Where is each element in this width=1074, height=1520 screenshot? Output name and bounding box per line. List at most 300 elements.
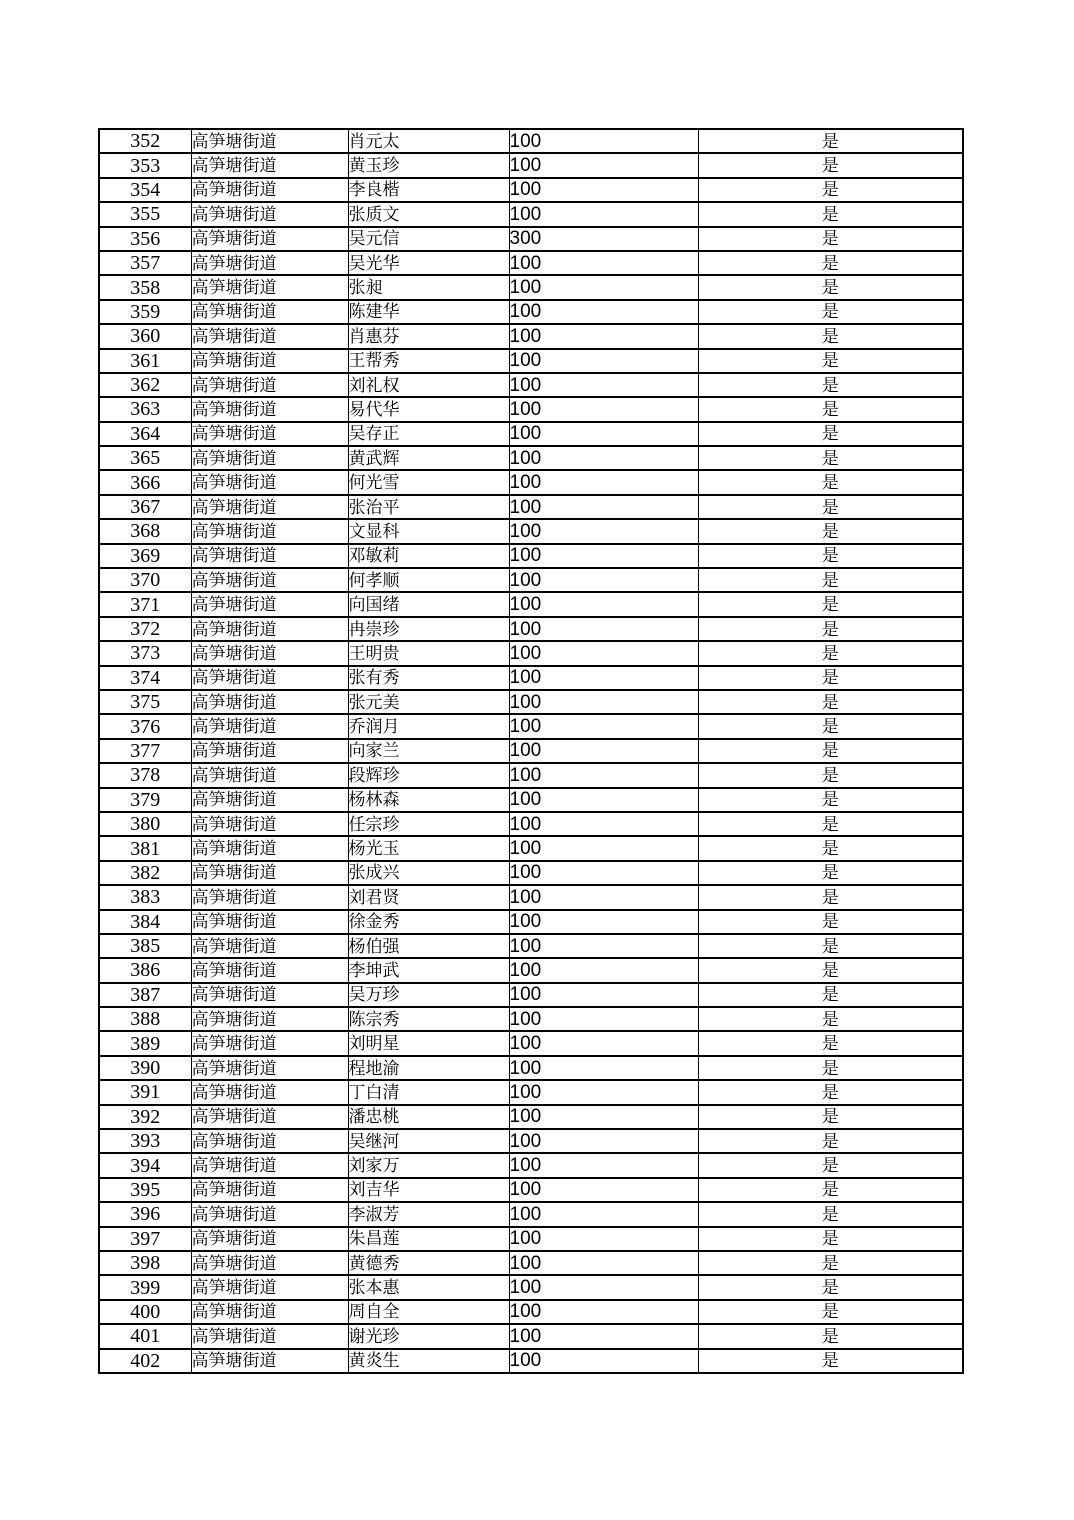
cell-person-name: 黄德秀 [348, 1251, 509, 1275]
table-row [99, 666, 963, 690]
cell-status: 是 [698, 739, 963, 763]
cell-district: 高笋塘街道 [191, 983, 348, 1007]
cell-district: 高笋塘街道 [191, 1251, 348, 1275]
cell-status: 是 [698, 592, 963, 616]
cell-district: 高笋塘街道 [191, 1275, 348, 1299]
cell-status: 是 [698, 1007, 963, 1031]
table-row [99, 1031, 963, 1055]
table-row [99, 349, 963, 373]
cell-status: 是 [698, 1105, 963, 1129]
cell-row-number: 390 [99, 1056, 191, 1080]
cell-amount: 100 [509, 861, 698, 885]
cell-row-number: 395 [99, 1178, 191, 1202]
cell-district: 高笋塘街道 [191, 861, 348, 885]
cell-person-name: 肖元太 [348, 129, 509, 153]
cell-person-name: 吴存正 [348, 422, 509, 446]
cell-row-number: 359 [99, 300, 191, 324]
cell-district: 高笋塘街道 [191, 470, 348, 494]
cell-status: 是 [698, 422, 963, 446]
cell-person-name: 张有秀 [348, 666, 509, 690]
cell-amount: 100 [509, 129, 698, 153]
cell-person-name: 吴万珍 [348, 983, 509, 1007]
cell-row-number: 362 [99, 373, 191, 397]
cell-amount: 100 [509, 836, 698, 860]
cell-status: 是 [698, 251, 963, 275]
cell-row-number: 358 [99, 275, 191, 299]
table-row [99, 1349, 963, 1373]
cell-amount: 100 [509, 983, 698, 1007]
cell-row-number: 400 [99, 1300, 191, 1324]
cell-row-number: 363 [99, 397, 191, 421]
cell-amount: 100 [509, 788, 698, 812]
cell-amount: 100 [509, 714, 698, 738]
cell-status: 是 [698, 1031, 963, 1055]
cell-amount: 100 [509, 1080, 698, 1104]
cell-person-name: 王帮秀 [348, 349, 509, 373]
cell-status: 是 [698, 983, 963, 1007]
cell-amount: 100 [509, 1275, 698, 1299]
cell-row-number: 386 [99, 958, 191, 982]
cell-amount: 100 [509, 153, 698, 177]
cell-person-name: 肖惠芬 [348, 324, 509, 348]
cell-person-name: 谢光珍 [348, 1324, 509, 1348]
table-row [99, 1080, 963, 1104]
cell-person-name: 张本惠 [348, 1275, 509, 1299]
cell-district: 高笋塘街道 [191, 349, 348, 373]
table-row [99, 202, 963, 226]
cell-amount: 100 [509, 324, 698, 348]
cell-person-name: 朱昌莲 [348, 1227, 509, 1251]
cell-status: 是 [698, 373, 963, 397]
cell-status: 是 [698, 690, 963, 714]
cell-amount: 100 [509, 544, 698, 568]
cell-row-number: 352 [99, 129, 191, 153]
table-row [99, 397, 963, 421]
cell-district: 高笋塘街道 [191, 1031, 348, 1055]
cell-status: 是 [698, 470, 963, 494]
cell-amount: 100 [509, 1202, 698, 1226]
table-row [99, 788, 963, 812]
cell-amount: 100 [509, 1349, 698, 1373]
cell-district: 高笋塘街道 [191, 788, 348, 812]
cell-person-name: 徐金秀 [348, 910, 509, 934]
cell-row-number: 402 [99, 1349, 191, 1373]
cell-status: 是 [698, 934, 963, 958]
cell-amount: 100 [509, 885, 698, 909]
cell-row-number: 388 [99, 1007, 191, 1031]
cell-amount: 100 [509, 519, 698, 543]
cell-district: 高笋塘街道 [191, 519, 348, 543]
cell-amount: 100 [509, 422, 698, 446]
cell-row-number: 387 [99, 983, 191, 1007]
cell-district: 高笋塘街道 [191, 812, 348, 836]
cell-row-number: 392 [99, 1105, 191, 1129]
cell-status: 是 [698, 714, 963, 738]
table-row [99, 446, 963, 470]
cell-person-name: 任宗珍 [348, 812, 509, 836]
cell-person-name: 何孝顺 [348, 568, 509, 592]
cell-district: 高笋塘街道 [191, 1056, 348, 1080]
cell-status: 是 [698, 861, 963, 885]
cell-amount: 100 [509, 1105, 698, 1129]
cell-row-number: 383 [99, 885, 191, 909]
cell-person-name: 陈建华 [348, 300, 509, 324]
cell-row-number: 369 [99, 544, 191, 568]
table-row [99, 617, 963, 641]
cell-row-number: 389 [99, 1031, 191, 1055]
cell-status: 是 [698, 617, 963, 641]
table-row [99, 153, 963, 177]
cell-status: 是 [698, 763, 963, 787]
cell-amount: 100 [509, 763, 698, 787]
cell-amount: 100 [509, 690, 698, 714]
cell-district: 高笋塘街道 [191, 1178, 348, 1202]
cell-status: 是 [698, 227, 963, 251]
cell-person-name: 向家兰 [348, 739, 509, 763]
cell-status: 是 [698, 1349, 963, 1373]
cell-district: 高笋塘街道 [191, 1105, 348, 1129]
cell-person-name: 周自全 [348, 1300, 509, 1324]
cell-person-name: 李淑芳 [348, 1202, 509, 1226]
cell-district: 高笋塘街道 [191, 1007, 348, 1031]
cell-person-name: 黄炎生 [348, 1349, 509, 1373]
table-row [99, 1007, 963, 1031]
cell-status: 是 [698, 397, 963, 421]
cell-status: 是 [698, 446, 963, 470]
cell-amount: 100 [509, 934, 698, 958]
table-row [99, 227, 963, 251]
cell-status: 是 [698, 885, 963, 909]
table-row [99, 568, 963, 592]
cell-person-name: 程地渝 [348, 1056, 509, 1080]
table-row [99, 1105, 963, 1129]
cell-status: 是 [698, 1251, 963, 1275]
cell-district: 高笋塘街道 [191, 324, 348, 348]
cell-person-name: 丁白清 [348, 1080, 509, 1104]
cell-status: 是 [698, 568, 963, 592]
cell-district: 高笋塘街道 [191, 1129, 348, 1153]
table-row [99, 910, 963, 934]
cell-row-number: 391 [99, 1080, 191, 1104]
cell-person-name: 黄武辉 [348, 446, 509, 470]
cell-district: 高笋塘街道 [191, 763, 348, 787]
cell-status: 是 [698, 1178, 963, 1202]
table-row [99, 300, 963, 324]
cell-person-name: 文显科 [348, 519, 509, 543]
table-row [99, 1153, 963, 1177]
cell-person-name: 张成兴 [348, 861, 509, 885]
cell-district: 高笋塘街道 [191, 1080, 348, 1104]
cell-status: 是 [698, 836, 963, 860]
cell-person-name: 乔润月 [348, 714, 509, 738]
cell-row-number: 357 [99, 251, 191, 275]
cell-row-number: 355 [99, 202, 191, 226]
table-row [99, 324, 963, 348]
cell-amount: 100 [509, 666, 698, 690]
table-row [99, 763, 963, 787]
cell-person-name: 杨林森 [348, 788, 509, 812]
cell-row-number: 366 [99, 470, 191, 494]
cell-district: 高笋塘街道 [191, 275, 348, 299]
cell-amount: 100 [509, 1178, 698, 1202]
cell-district: 高笋塘街道 [191, 1324, 348, 1348]
cell-district: 高笋塘街道 [191, 422, 348, 446]
cell-district: 高笋塘街道 [191, 690, 348, 714]
cell-row-number: 374 [99, 666, 191, 690]
cell-row-number: 381 [99, 836, 191, 860]
table-row [99, 1227, 963, 1251]
cell-status: 是 [698, 1153, 963, 1177]
cell-amount: 100 [509, 1007, 698, 1031]
cell-amount: 100 [509, 446, 698, 470]
cell-amount: 100 [509, 397, 698, 421]
cell-row-number: 361 [99, 349, 191, 373]
cell-person-name: 李良楷 [348, 178, 509, 202]
cell-row-number: 354 [99, 178, 191, 202]
table-row [99, 836, 963, 860]
cell-status: 是 [698, 349, 963, 373]
table-row [99, 1129, 963, 1153]
table-row [99, 422, 963, 446]
records-table [98, 128, 964, 1374]
cell-status: 是 [698, 1227, 963, 1251]
table-row [99, 275, 963, 299]
cell-district: 高笋塘街道 [191, 495, 348, 519]
cell-person-name: 黄玉珍 [348, 153, 509, 177]
cell-amount: 100 [509, 617, 698, 641]
cell-person-name: 向国绪 [348, 592, 509, 616]
table-row [99, 544, 963, 568]
table-row [99, 251, 963, 275]
cell-district: 高笋塘街道 [191, 446, 348, 470]
table-row [99, 958, 963, 982]
cell-amount: 100 [509, 739, 698, 763]
cell-amount: 100 [509, 1153, 698, 1177]
cell-district: 高笋塘街道 [191, 397, 348, 421]
cell-status: 是 [698, 519, 963, 543]
cell-amount: 100 [509, 373, 698, 397]
cell-person-name: 刘礼权 [348, 373, 509, 397]
cell-status: 是 [698, 1129, 963, 1153]
cell-amount: 100 [509, 1300, 698, 1324]
cell-district: 高笋塘街道 [191, 885, 348, 909]
table-row [99, 1056, 963, 1080]
cell-row-number: 360 [99, 324, 191, 348]
table-row [99, 690, 963, 714]
cell-amount: 100 [509, 1227, 698, 1251]
table-row [99, 739, 963, 763]
cell-district: 高笋塘街道 [191, 373, 348, 397]
cell-status: 是 [698, 958, 963, 982]
cell-status: 是 [698, 910, 963, 934]
cell-district: 高笋塘街道 [191, 739, 348, 763]
table-row [99, 1300, 963, 1324]
cell-person-name: 刘家万 [348, 1153, 509, 1177]
cell-district: 高笋塘街道 [191, 129, 348, 153]
cell-person-name: 张治平 [348, 495, 509, 519]
cell-amount: 100 [509, 910, 698, 934]
cell-status: 是 [698, 300, 963, 324]
cell-row-number: 375 [99, 690, 191, 714]
cell-district: 高笋塘街道 [191, 1153, 348, 1177]
cell-amount: 100 [509, 568, 698, 592]
table-row [99, 1178, 963, 1202]
cell-row-number: 367 [99, 495, 191, 519]
table-row [99, 495, 963, 519]
cell-amount: 100 [509, 1129, 698, 1153]
cell-district: 高笋塘街道 [191, 153, 348, 177]
cell-person-name: 张质文 [348, 202, 509, 226]
table-row [99, 178, 963, 202]
cell-status: 是 [698, 641, 963, 665]
cell-person-name: 吴元信 [348, 227, 509, 251]
cell-person-name: 李坤武 [348, 958, 509, 982]
cell-district: 高笋塘街道 [191, 958, 348, 982]
cell-amount: 100 [509, 178, 698, 202]
cell-amount: 100 [509, 202, 698, 226]
cell-row-number: 378 [99, 763, 191, 787]
cell-status: 是 [698, 1324, 963, 1348]
cell-status: 是 [698, 153, 963, 177]
cell-status: 是 [698, 1056, 963, 1080]
table-row [99, 812, 963, 836]
cell-district: 高笋塘街道 [191, 251, 348, 275]
cell-amount: 100 [509, 1324, 698, 1348]
cell-row-number: 384 [99, 910, 191, 934]
cell-person-name: 冉崇珍 [348, 617, 509, 641]
cell-row-number: 364 [99, 422, 191, 446]
cell-district: 高笋塘街道 [191, 934, 348, 958]
cell-district: 高笋塘街道 [191, 227, 348, 251]
cell-amount: 100 [509, 592, 698, 616]
table-row [99, 885, 963, 909]
cell-row-number: 401 [99, 1324, 191, 1348]
cell-district: 高笋塘街道 [191, 1227, 348, 1251]
table-row [99, 1251, 963, 1275]
table-row [99, 1324, 963, 1348]
cell-amount: 100 [509, 470, 698, 494]
cell-status: 是 [698, 324, 963, 348]
cell-row-number: 396 [99, 1202, 191, 1226]
cell-person-name: 邓敏莉 [348, 544, 509, 568]
cell-row-number: 394 [99, 1153, 191, 1177]
cell-district: 高笋塘街道 [191, 836, 348, 860]
cell-row-number: 370 [99, 568, 191, 592]
cell-district: 高笋塘街道 [191, 178, 348, 202]
table-row [99, 1202, 963, 1226]
cell-person-name: 杨光玉 [348, 836, 509, 860]
cell-status: 是 [698, 178, 963, 202]
cell-person-name: 陈宗秀 [348, 1007, 509, 1031]
cell-row-number: 397 [99, 1227, 191, 1251]
cell-status: 是 [698, 1202, 963, 1226]
cell-district: 高笋塘街道 [191, 617, 348, 641]
cell-district: 高笋塘街道 [191, 1349, 348, 1373]
cell-district: 高笋塘街道 [191, 592, 348, 616]
cell-row-number: 380 [99, 812, 191, 836]
cell-row-number: 368 [99, 519, 191, 543]
cell-district: 高笋塘街道 [191, 202, 348, 226]
cell-row-number: 379 [99, 788, 191, 812]
cell-district: 高笋塘街道 [191, 300, 348, 324]
cell-status: 是 [698, 788, 963, 812]
cell-person-name: 杨伯强 [348, 934, 509, 958]
cell-person-name: 王明贵 [348, 641, 509, 665]
cell-district: 高笋塘街道 [191, 641, 348, 665]
table-row [99, 714, 963, 738]
table-row [99, 519, 963, 543]
table-row [99, 373, 963, 397]
cell-amount: 100 [509, 1251, 698, 1275]
cell-amount: 100 [509, 812, 698, 836]
cell-amount: 100 [509, 1056, 698, 1080]
cell-status: 是 [698, 495, 963, 519]
cell-row-number: 399 [99, 1275, 191, 1299]
cell-status: 是 [698, 1080, 963, 1104]
cell-row-number: 398 [99, 1251, 191, 1275]
cell-person-name: 刘吉华 [348, 1178, 509, 1202]
table-row [99, 129, 963, 153]
cell-district: 高笋塘街道 [191, 910, 348, 934]
cell-district: 高笋塘街道 [191, 666, 348, 690]
table-row [99, 934, 963, 958]
cell-status: 是 [698, 1275, 963, 1299]
cell-status: 是 [698, 666, 963, 690]
cell-row-number: 371 [99, 592, 191, 616]
cell-row-number: 353 [99, 153, 191, 177]
cell-status: 是 [698, 812, 963, 836]
cell-amount: 100 [509, 495, 698, 519]
cell-person-name: 吴光华 [348, 251, 509, 275]
cell-district: 高笋塘街道 [191, 1202, 348, 1226]
cell-person-name: 何光雪 [348, 470, 509, 494]
cell-person-name: 张元美 [348, 690, 509, 714]
cell-row-number: 373 [99, 641, 191, 665]
cell-person-name: 刘君贤 [348, 885, 509, 909]
table-row [99, 983, 963, 1007]
cell-row-number: 376 [99, 714, 191, 738]
cell-person-name: 张昶 [348, 275, 509, 299]
cell-status: 是 [698, 544, 963, 568]
cell-row-number: 382 [99, 861, 191, 885]
cell-row-number: 393 [99, 1129, 191, 1153]
cell-person-name: 潘忠桃 [348, 1105, 509, 1129]
table-row [99, 861, 963, 885]
cell-amount: 100 [509, 349, 698, 373]
cell-row-number: 372 [99, 617, 191, 641]
cell-person-name: 易代华 [348, 397, 509, 421]
table-row [99, 592, 963, 616]
cell-district: 高笋塘街道 [191, 1300, 348, 1324]
cell-status: 是 [698, 1300, 963, 1324]
cell-row-number: 377 [99, 739, 191, 763]
cell-district: 高笋塘街道 [191, 714, 348, 738]
cell-row-number: 356 [99, 227, 191, 251]
cell-person-name: 吴继河 [348, 1129, 509, 1153]
cell-amount: 100 [509, 251, 698, 275]
cell-amount: 100 [509, 1031, 698, 1055]
cell-person-name: 刘明星 [348, 1031, 509, 1055]
cell-status: 是 [698, 129, 963, 153]
cell-row-number: 365 [99, 446, 191, 470]
table-row [99, 641, 963, 665]
cell-person-name: 段辉珍 [348, 763, 509, 787]
cell-district: 高笋塘街道 [191, 544, 348, 568]
cell-amount: 100 [509, 300, 698, 324]
cell-amount: 100 [509, 958, 698, 982]
cell-amount: 300 [509, 227, 698, 251]
cell-status: 是 [698, 275, 963, 299]
